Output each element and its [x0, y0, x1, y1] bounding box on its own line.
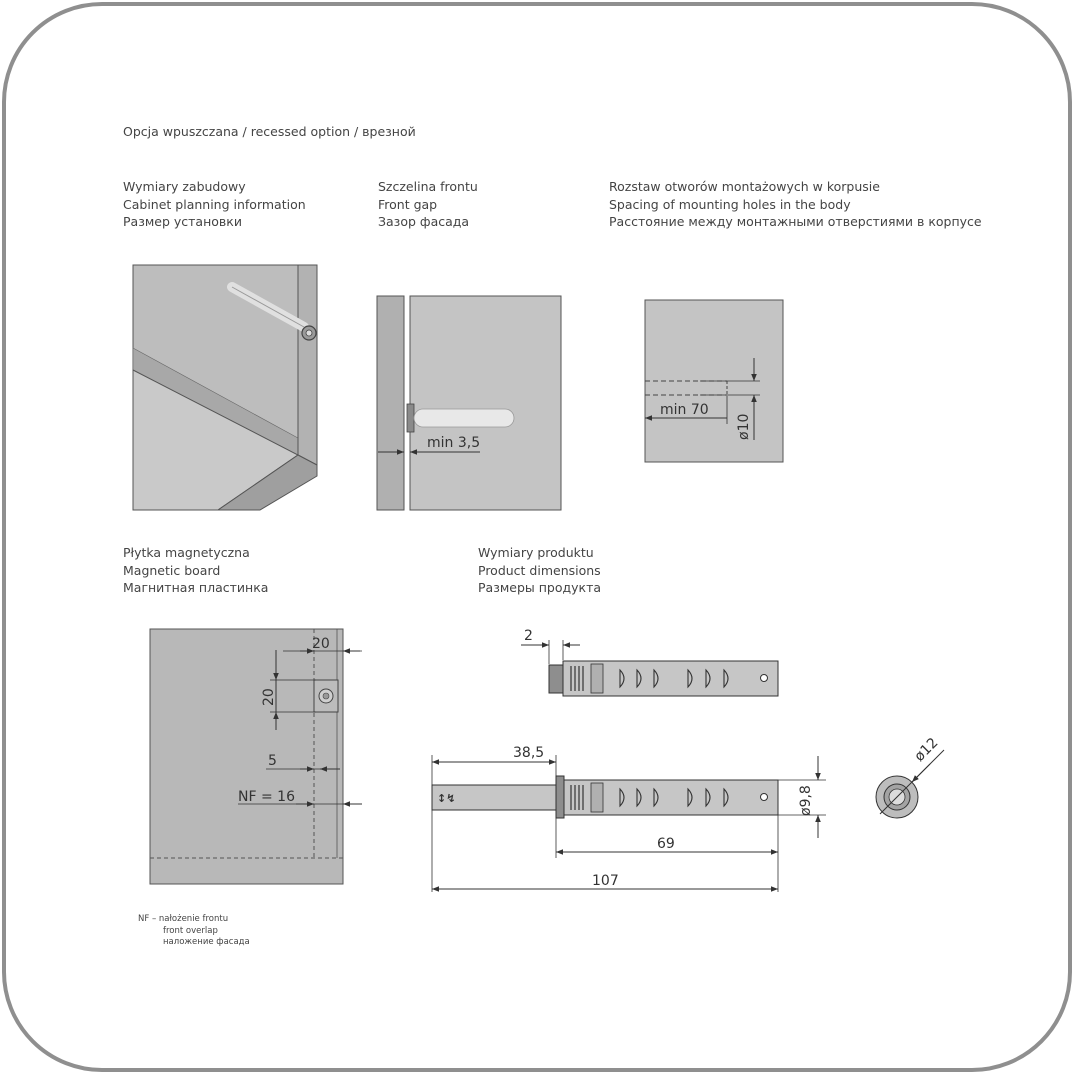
nf-note: NF – nałożenie frontu front overlap наложение фасада — [138, 914, 250, 947]
page-heading: Opcja wpuszczana / recessed option / врезной — [123, 124, 416, 139]
product-retracted-drawing — [521, 628, 778, 696]
board-20-vertical: 20 — [261, 688, 277, 706]
product-end-view — [876, 735, 944, 818]
pusher-icon: ↕↯ — [437, 792, 456, 805]
mounting-holes-drawing — [645, 300, 783, 462]
board-nf-label: NF = 16 — [238, 789, 295, 805]
product-107-label: 107 — [592, 873, 619, 889]
section-planning-title: Wymiary zabudowy Cabinet planning information Размер установки — [123, 179, 306, 229]
section-product-title: Wymiary produktu Product dimensions Размеры продукта — [478, 545, 602, 595]
hole-dia-label: ø10 — [736, 413, 752, 440]
product-extended-drawing — [432, 745, 826, 892]
board-20-horizontal: 20 — [312, 636, 330, 652]
product-38-label: 38,5 — [513, 745, 545, 761]
board-5-label: 5 — [268, 753, 277, 769]
cabinet-planning-drawing — [133, 265, 317, 510]
product-2-label: 2 — [524, 628, 533, 644]
section-gap-title: Szczelina frontu Front gap Зазор фасада — [378, 179, 478, 229]
product-dia12-label: ø12 — [911, 734, 942, 765]
hole-min-label: min 70 — [660, 402, 709, 418]
magnetic-board-drawing — [150, 629, 362, 884]
product-dia98-label: ø9,8 — [798, 785, 814, 816]
gap-min-label: min 3,5 — [427, 435, 481, 451]
product-69-label: 69 — [657, 836, 675, 852]
section-board-title: Płytka magnetyczna Magnetic board Магнитная пластинка — [123, 545, 269, 595]
front-gap-drawing — [377, 296, 561, 510]
section-holes-title: Rozstaw otworów montażowych w korpusie Spacing of mounting holes in the body Расстояние между монтажными отверстиями в корпусе — [609, 179, 982, 229]
